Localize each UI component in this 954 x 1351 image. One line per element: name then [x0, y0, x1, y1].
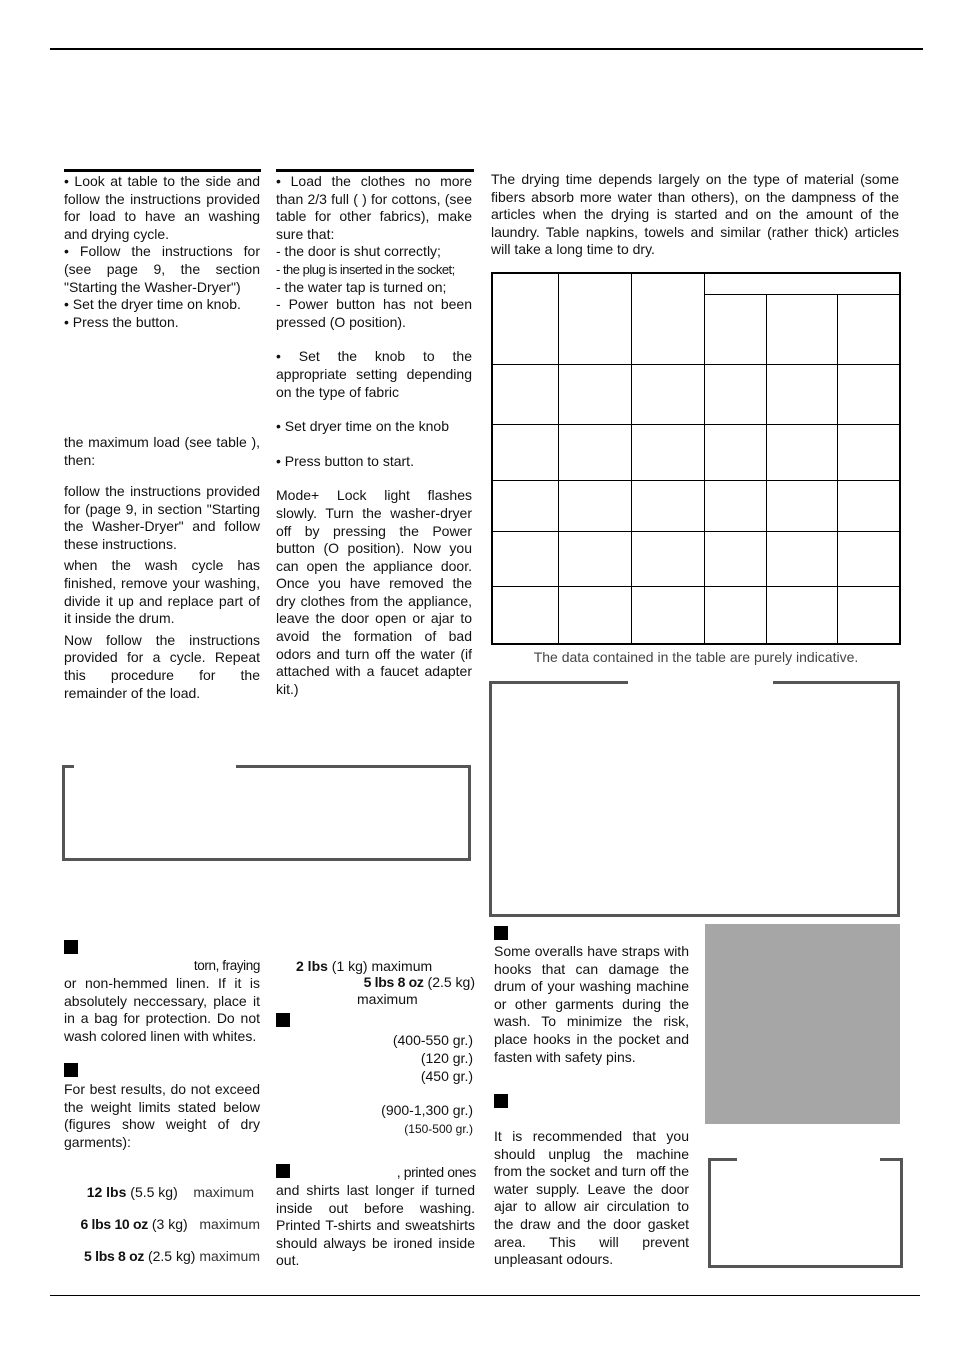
drying-intro	[491, 171, 899, 259]
gram-2: (120 gr.)	[420, 1050, 473, 1066]
weight-rest: (1 kg) maximum	[331, 958, 433, 974]
section-marker-icon	[64, 1063, 78, 1077]
gram-5: (150-500 gr.)	[404, 1122, 473, 1136]
weight-2lbs	[296, 958, 432, 976]
weight-imperial: 5 lbs 8 oz	[84, 1248, 145, 1264]
weight-5lbs	[276, 974, 475, 992]
middle-column	[276, 173, 472, 698]
weight-imperial: 12 lbs	[86, 1184, 127, 1200]
box-title-gap	[628, 679, 773, 685]
section-marker-icon	[276, 1164, 290, 1178]
linen-text: or non-hemmed linen. If it is absolutely neccessary, place it in a bag for protection. Do not wash colored linen with whites.	[64, 975, 260, 1044]
table-cell	[559, 273, 632, 364]
middle-para-1: • Load the clothes no more than 2/3 full ( ) for cottons, (see table for other fabrics), make sure that:	[276, 173, 472, 242]
left-bullet-1: • Look at table to the side and follow the instructions provided for load to have an washing and drying cycle.	[64, 173, 260, 242]
table-row	[492, 364, 900, 424]
weight-limits-text: For best results, do not exceed the weight limits stated below (figures show weight of dry garments):	[64, 1081, 260, 1150]
weight-5lbs-max: maximum	[357, 991, 418, 1007]
unplug-text: It is recommended that you should unplug the machine from the socket and turn off the water supply. Leave the door ajar to allow air circulation to the draw and the door gasket area. This will prevent unpleasant odours.	[494, 1128, 689, 1268]
weight-metric: (5.5 kg)	[130, 1184, 178, 1200]
table-row	[492, 586, 900, 644]
table-header-group	[705, 273, 901, 294]
weight-row-3	[64, 1248, 260, 1266]
left-para-4: when the wash cycle has finished, remove your washing, divide it up and replace part of it inside the drum.	[64, 557, 260, 627]
middle-para-4: • Press button to start.	[276, 452, 414, 469]
left-max-load	[64, 434, 260, 469]
top-rule	[50, 48, 923, 50]
left-bullet-4: • Press the button.	[64, 313, 179, 330]
table-cell	[492, 273, 559, 364]
weight-row-1	[64, 1184, 254, 1202]
linen-para	[64, 975, 260, 1045]
weight-metric: (3 kg)	[151, 1216, 188, 1232]
left-heading-rule	[64, 169, 261, 172]
table-cell	[632, 273, 705, 364]
bottom-right-empty-box	[708, 1158, 903, 1268]
check-tap: - the water tap is turned on;	[276, 278, 447, 295]
middle-para-2: • Set the knob to the appropriate setting depending on the type of fabric	[276, 348, 472, 400]
box-title-gap	[74, 763, 236, 769]
shirts-para	[276, 1182, 475, 1270]
weight-imperial: 5 lbs 8 oz	[363, 974, 424, 990]
bottom-rule	[50, 1295, 920, 1296]
drying-intro-text: The drying time depends largely on the type of material (some fibers absorb more water than others), on the dampness of the articles when the drying is started and on the amount of the laundry. Table napkins, towels and similar (rather thick) articles will take a long time to dry.	[491, 171, 899, 258]
weight-suffix: maximum	[193, 1184, 254, 1200]
printed-ones: , printed ones	[396, 1164, 476, 1180]
middle-heading-rule	[276, 169, 474, 172]
middle-para-3: • Set dryer time on the knob	[276, 418, 449, 435]
overalls-para	[494, 943, 689, 1066]
gram-3: (450 gr.)	[420, 1068, 473, 1084]
weight-limits-para	[64, 1081, 260, 1151]
table-cell	[838, 294, 901, 364]
gram-1: (400-550 gr.)	[392, 1032, 473, 1048]
weight-metric: (2.5 kg)	[427, 974, 475, 990]
weight-metric: (2.5 kg)	[147, 1248, 196, 1264]
left-bullet-2: • Follow the instructions for (see page 9, the section "Starting the Washer-Dryer")	[64, 243, 260, 295]
section-marker-icon	[494, 1094, 508, 1108]
section-marker-icon	[64, 940, 78, 954]
left-bullet-3: • Set the dryer time on knob.	[64, 296, 241, 313]
left-para-3: follow the instructions provided for (page 9, in section "Starting the Washer-Dryer" and follow these instructions.	[64, 483, 260, 552]
unplug-para	[494, 1128, 689, 1269]
table-row	[492, 480, 900, 531]
shirts-text: and shirts last longer if turned inside out before washing. Printed T-shirts and sweatshirts should always be ironed inside out.	[276, 1182, 475, 1269]
weight-suffix: maximum	[199, 1216, 260, 1232]
left-empty-box	[62, 765, 471, 861]
table-note: The data contained in the table are purely indicative.	[533, 649, 859, 665]
left-follow	[64, 483, 260, 702]
right-empty-box	[489, 681, 900, 917]
torn-fraying: torn, fraying	[193, 958, 260, 973]
section-marker-icon	[494, 926, 508, 940]
table-row	[492, 424, 900, 480]
weight-imperial: 6 lbs 10 oz	[80, 1216, 148, 1232]
gram-4: (900-1,300 gr.)	[381, 1102, 473, 1118]
check-door: - the door is shut correctly;	[276, 243, 441, 260]
table-cell	[705, 294, 767, 364]
box-title-gap	[737, 1156, 880, 1162]
weight-row-2	[64, 1216, 260, 1234]
left-para-5: Now follow the instructions provided for a cycle. Repeat this procedure for the remainder of the load.	[64, 631, 260, 701]
middle-para-5: Mode+ Lock light flashes slowly. Turn the washer-dryer off by pressing the Power button (O position). Now you can open the appliance door. Once you have removed the dry clothes from the appliance, leave the door open or ajar to avoid the formation of bad odors and turn off the water (if attached with a faucet adapter kit.)	[276, 487, 472, 697]
table-cell	[767, 294, 838, 364]
left-para-2: the maximum load (see table ), then:	[64, 434, 260, 468]
check-power: - Power button has not been pressed (O position).	[276, 296, 472, 330]
check-plug: - the plug is inserted in the socket;	[276, 261, 455, 277]
weight-imperial: 2 lbs	[296, 958, 328, 974]
weight-suffix: maximum	[199, 1248, 260, 1264]
left-column	[64, 173, 260, 331]
table-row	[492, 531, 900, 586]
overalls-text: Some overalls have straps with hooks that can damage the drum of your washing machine or other garments during the wash. To minimize the risk, place hooks in the pocket and fasten with safety pins.	[494, 943, 689, 1065]
drying-times-table	[491, 272, 901, 645]
grey-shaded-panel	[705, 924, 900, 1124]
section-marker-icon	[276, 1013, 290, 1027]
